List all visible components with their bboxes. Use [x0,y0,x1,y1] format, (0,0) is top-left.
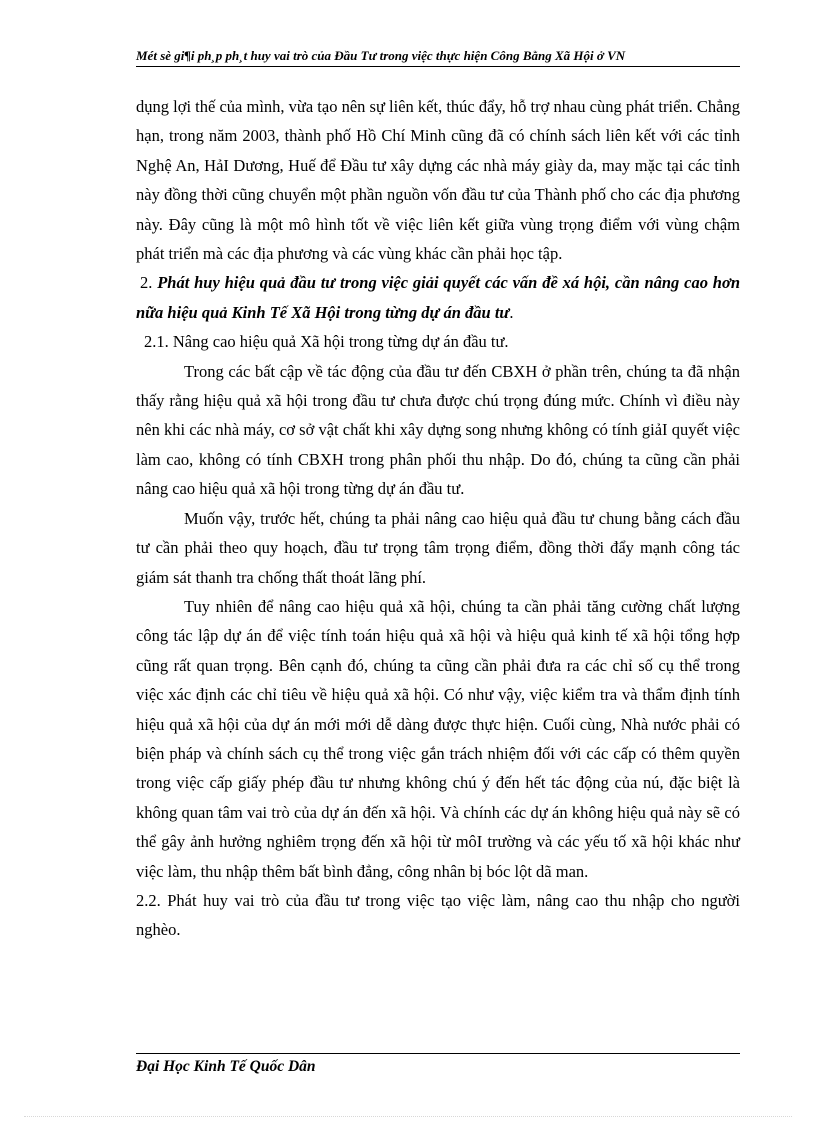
section-2-1-heading: 2.1. Nâng cao hiệu quả Xã hội trong từng dự án đầu tư. [144,332,509,352]
paragraph: Tuy nhiên để nâng cao hiệu quả xã hội, chúng ta cần phải tăng cường chất lượng công tác lập dự án để việc tính toán hiệu quả xã hội và hiệu quả kinh tế xã hội tổng hợp cũng rất quan trọng. Bên cạnh đó, chúng ta cũng cần phải đưa ra các chỉ số cụ thể trong việc xác định các chỉ tiêu về hiệu quả xã hội. Có như vậy, việc kiểm tra và thẩm định tính hiệu quả xã hội của dự án mới mới dễ dàng được thực hiện. Cuối cùng, Nhà nước phải có biện pháp và chính sách cụ thể trong việc gắn trách nhiệm đối với các cấp có thêm quyền trong việc cấp giấy phép đầu tư nhưng không chú ý đến hết tác động của nú, đặc biệt là không quan tâm vai trò của dự án đến xã hội. Và chính các dự án không hiệu quả này sẽ có thể gây ảnh hưởng nghiêm trọng đến xã hội từ môI trường và các yếu tố xã hội khác như việc làm, thu nhập thêm bất bình đẳng, công nhân bị bóc lột dã man. [136,596,740,881]
footer-divider [136,1053,740,1054]
section-2-period: . [509,302,514,322]
section-2-number: 2. [140,273,158,293]
page-bottom-edge [24,1116,792,1117]
paragraph: Trong các bất cập về tác động của đầu tư đến CBXH ở phần trên, chúng ta đã nhận thấy rằng hiệu quả xã hội trong đầu tư chưa được chú trọng đúng mức. Chính vì điều này nên khi các nhà máy, cơ sở vật chất khi xây dựng song nhưng không có tính giảI quyết việc làm cao, không có tính CBXH trong phân phối thu nhập. Do đó, chúng ta cũng cần phải nâng cao hiệu quả xã hội trong từng dự án đầu tư. [136,361,740,499]
section-2-title: Phát huy hiệu quả đầu tư trong việc giải quyết các vấn đề xá hội, cần nâng cao hơn nữa hiệu quả Kinh Tế Xã Hội trong từng dự án đầu tư [136,273,740,322]
header-divider [136,66,740,67]
document-body [136,92,740,945]
section-2-2-heading: 2.2. Phát huy vai trò của đầu tư trong việc tạo việc làm, nâng cao thu nhập cho người nghèo. [136,890,740,940]
section-2-heading [136,268,740,327]
paragraph: Muốn vậy, trước hết, chúng ta phải nâng cao hiệu quả đầu tư chung bằng cách đầu tư cần phải theo quy hoạch, đầu tư trọng tâm trọng điểm, đồng thời đẩy mạnh công tác giám sát thanh tra chống thất thoát lãng phí. [136,508,740,587]
paragraph-continued: dụng lợi thế của mình, vừa tạo nên sự liên kết, thúc đẩy, hỗ trợ nhau cùng phát triển. Chẳng hạn, trong năm 2003, thành phố Hồ Chí Minh cũng đã có chính sách liên kết với các tỉnh Nghệ An, HảI Dương, Huế để Đầu tư xây dựng các nhà máy giày da, may mặc tại các tỉnh này đồng thời cũng chuyển một phần nguồn vốn đầu tư của Thành phố cho các địa phương này. Đây cũng là một mô hình tốt về việc liên kết giữa vùng trọng điểm với vùng chậm phát triển mà các địa phương và các vùng khác cần phải học tập. [136,97,740,264]
running-header: Mét sè gi¶i ph¸p ph¸t huy vai trò của Đầu Tư trong việc thực hiện Công Bằng Xã Hội ở VN [136,48,626,63]
running-footer: Đại Học Kinh Tế Quốc Dân [136,1058,316,1075]
